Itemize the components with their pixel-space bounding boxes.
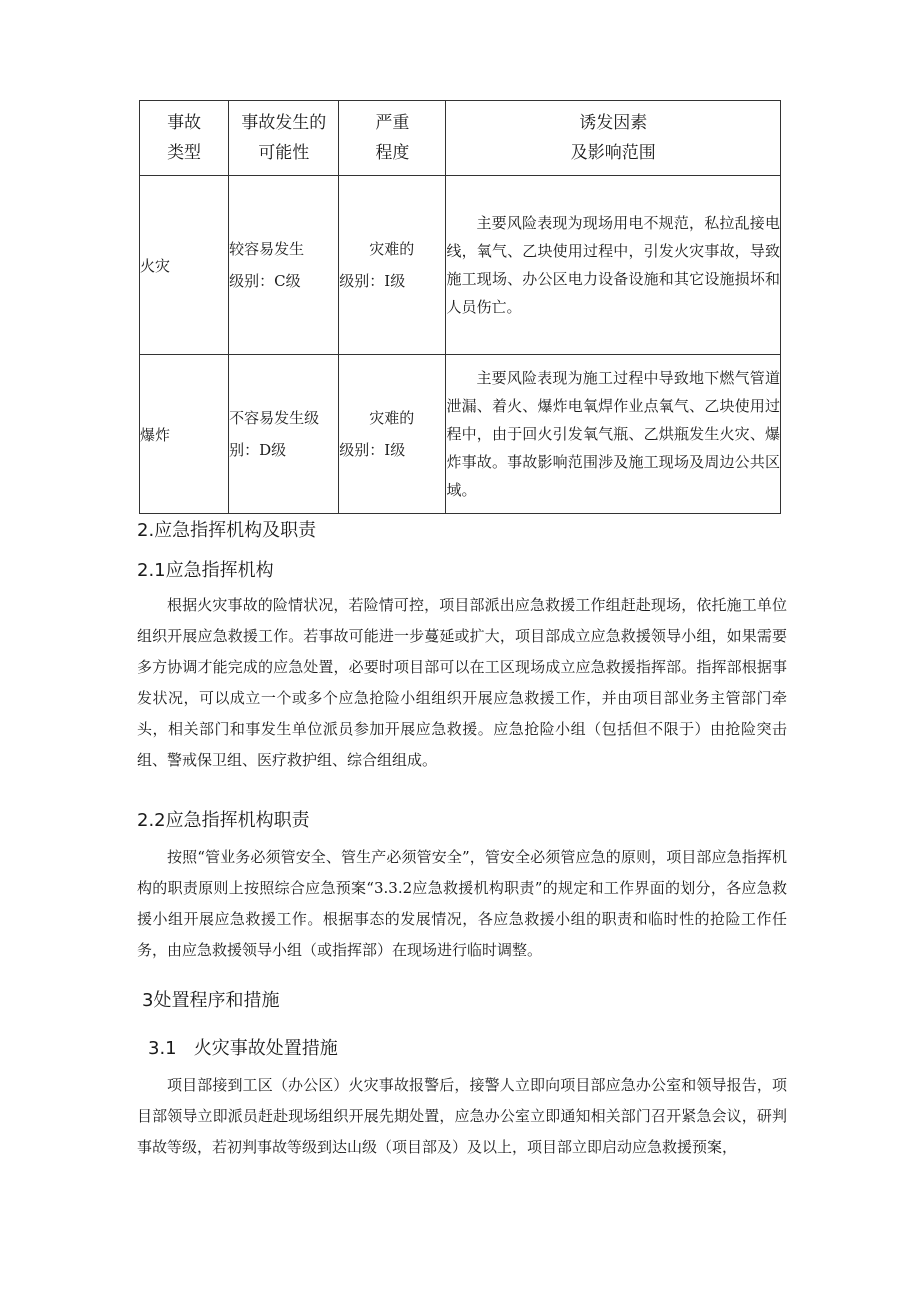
section-2-1-heading: 2.1应急指挥机构 (137, 560, 274, 581)
section-2-heading: 2.应急指挥机构及职责 (137, 520, 317, 541)
cell-possibility: 较容易发生 级别：C级 (229, 176, 339, 355)
header-factors: 诱发因素 及影响范围 (446, 101, 781, 176)
cell-type: 火灾 (140, 176, 229, 355)
table-row (140, 176, 781, 355)
section-3-1-body: 项目部接到工区（办公区）火灾事故报警后，接警人立即向项目部应急办公室和领导报告，项目部领导立即派员赶赴现场组织开展先期处置，应急办公室立即通知相关部门召开紧急会议，研判事故等级，若初判事故等级到达山级（项目部及）及以上，项目部立即启动应急救援预案， (137, 1076, 787, 1156)
section-3-heading: 3处置程序和措施 (142, 990, 280, 1011)
cell-description: 主要风险表现为现场用电不规范，私拉乱接电线，氧气、乙块使用过程中，引发火灾事故，导致施工现场、办公区电力设备设施和其它设施损坏和人员伤亡。 (446, 176, 781, 355)
cell-description: 主要风险表现为施工过程中导致地下燃气管道泄漏、着火、爆炸电氧焊作业点氧气、乙块使用过程中，由于回火引发氧气瓶、乙烘瓶发生火灾、爆炸事故。事故影响范围涉及施工现场及周边公共区域。 (446, 355, 781, 514)
section-2-2-body: 按照“管业务必须管安全、管生产必须管安全”，管安全必须管应急的原则，项目部应急指挥机构的职责原则上按照综合应急预案“3.3.2应急救援机构职责”的规定和工作界面的划分，各应急救援小组开展应急救援工作。根据事态的发展情况，各应急救援小组的职责和临时性的抢险工作任务，由应急救援领导小组（或指挥部）在现场进行临时调整。 (137, 848, 787, 959)
cell-severity: 灾难的 级别：Ⅰ级 (339, 176, 446, 355)
header-severity: 严重 程度 (339, 101, 446, 176)
cell-type: 爆炸 (140, 355, 229, 514)
table-row (140, 355, 781, 514)
table-header-row (140, 101, 781, 176)
section-3-1-heading: 3.1 火灾事故处置措施 (148, 1038, 338, 1059)
cell-severity: 灾难的 级别：Ⅰ级 (339, 355, 446, 514)
header-possibility: 事故发生的 可能性 (229, 101, 339, 176)
section-2-2-heading: 2.2应急指挥机构职责 (137, 810, 310, 831)
cell-possibility: 不容易发生级 别：D级 (229, 355, 339, 514)
section-2-1-body: 根据火灾事故的险情状况，若险情可控，项目部派出应急救援工作组赶赴现场，依托施工单位组织开展应急救援工作。若事故可能进一步蔓延或扩大，项目部成立应急救援领导小组，如果需要多方协调才能完成的应急处置，必要时项目部可以在工区现场成立应急救援指挥部。指挥部根据事发状况，可以成立一个或多个应急抢险小组组织开展应急救援工作，并由项目部业务主管部门牵头，相关部门和事发生单位派员参加开展应急救援。应急抢险小组（包括但不限于）由抢险突击组、警戒保卫组、医疗救护组、综合组组成。 (137, 596, 787, 769)
risk-assessment-table (139, 100, 781, 514)
header-accident-type: 事故 类型 (140, 101, 229, 176)
